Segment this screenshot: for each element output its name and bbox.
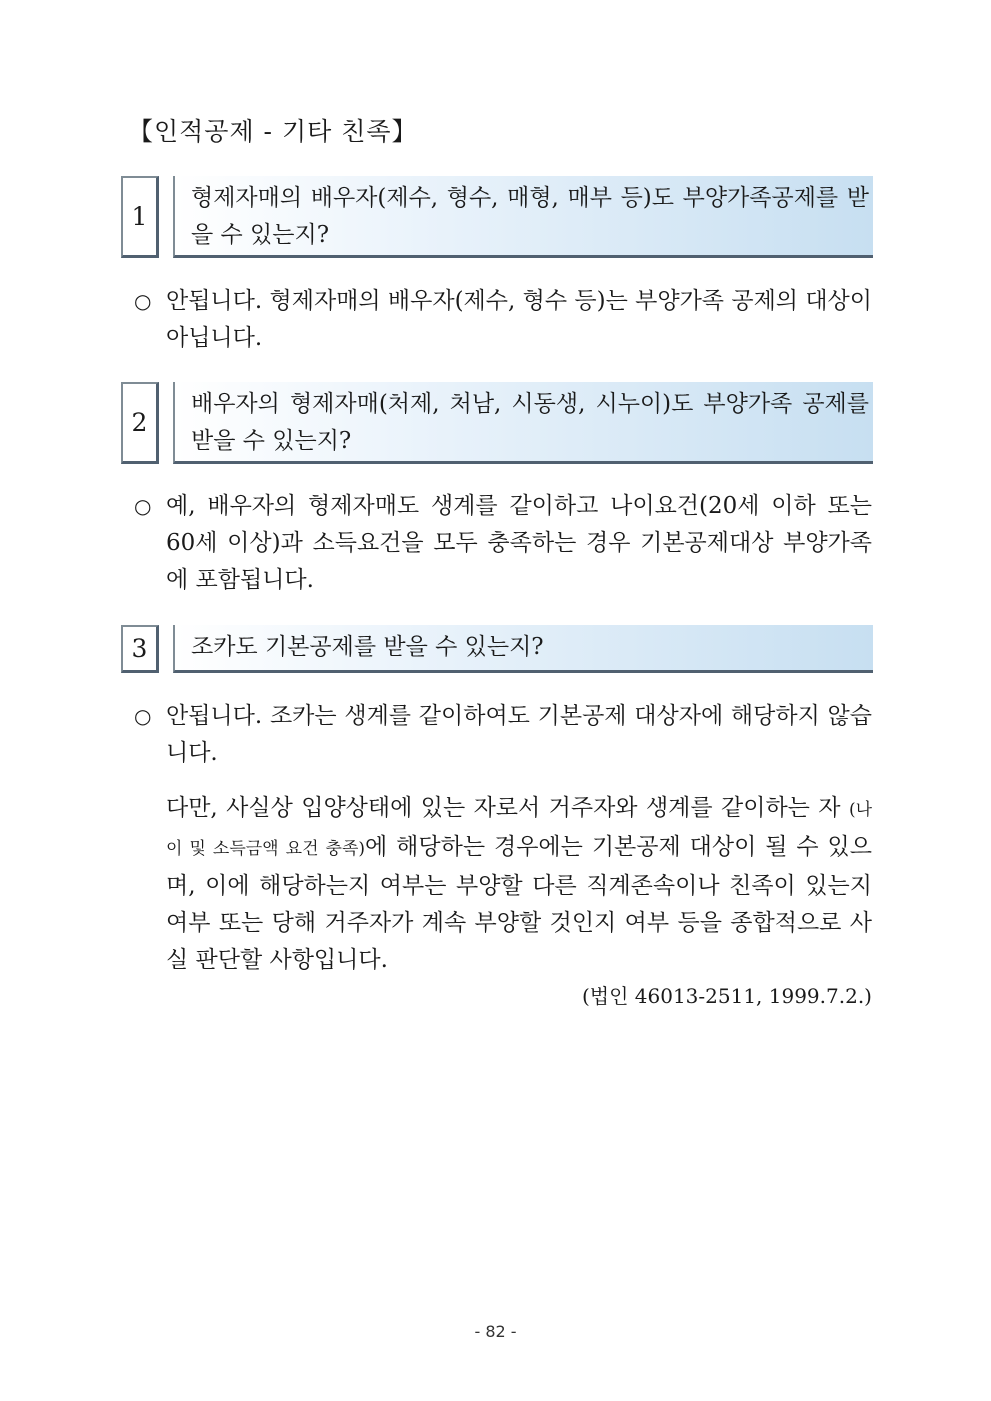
- section-title: 【인적공제 - 기타 친족】: [128, 117, 418, 146]
- answer-1: [134, 283, 872, 357]
- answer-text: 안됩니다. 형제자매의 배우자(제수, 형수 등)는 부양가족 공제의 대상이 아닙니다.: [166, 288, 872, 351]
- explanation-part-1: 다만, 사실상 입양상태에 있는 자로서 거주자와 생계를 같이하는 자: [166, 795, 841, 821]
- answer-text: 안됩니다. 조카는 생계를 같이하여도 기본공제 대상자에 해당하지 않습니다.: [166, 703, 872, 766]
- question-block-3: [121, 625, 873, 673]
- answer-2: [134, 488, 872, 599]
- page-number: - 82 -: [474, 1322, 517, 1341]
- question-number: 1: [121, 176, 159, 258]
- citation: (법인 46013-2511, 1999.7.2.): [581, 984, 872, 1008]
- question-text: 조카도 기본공제를 받을 수 있는지?: [173, 625, 873, 673]
- bullet-circle: ○: [134, 704, 152, 728]
- question-number: 3: [121, 625, 159, 673]
- bullet-circle: ○: [134, 289, 152, 313]
- question-number: 2: [121, 382, 159, 464]
- question-text: 배우자의 형제자매(처제, 처남, 시동생, 시누이)도 부양가족 공제를 받을 수 있는지?: [173, 382, 873, 464]
- question-block-1: [121, 176, 873, 258]
- bullet-circle: ○: [134, 494, 152, 518]
- question-block-2: [121, 382, 873, 464]
- answer-3: [134, 698, 872, 772]
- explanation-part-2: 에 해당하는 경우에는 기본공제 대상이 될 수 있으며, 이에 해당하는지 여부는 부양할 다른 직계존속이나 친족이 있는지 여부 또는 당해 거주자가 계속 부양할 것인지 여부 등을 종합적으로 사실 판단할 사항입니다.: [166, 834, 872, 973]
- additional-explanation: [166, 790, 872, 979]
- question-text: 형제자매의 배우자(제수, 형수, 매형, 매부 등)도 부양가족공제를 받을 수 있는지?: [173, 176, 873, 258]
- answer-text: 예, 배우자의 형제자매도 생계를 같이하고 나이요건(20세 이하 또는 60세 이상)과 소득요건을 모두 충족하는 경우 기본공제대상 부양가족에 포함됩니다.: [166, 493, 872, 593]
- explanation-note: (나이 및 소득금액 요건 충족): [166, 800, 873, 859]
